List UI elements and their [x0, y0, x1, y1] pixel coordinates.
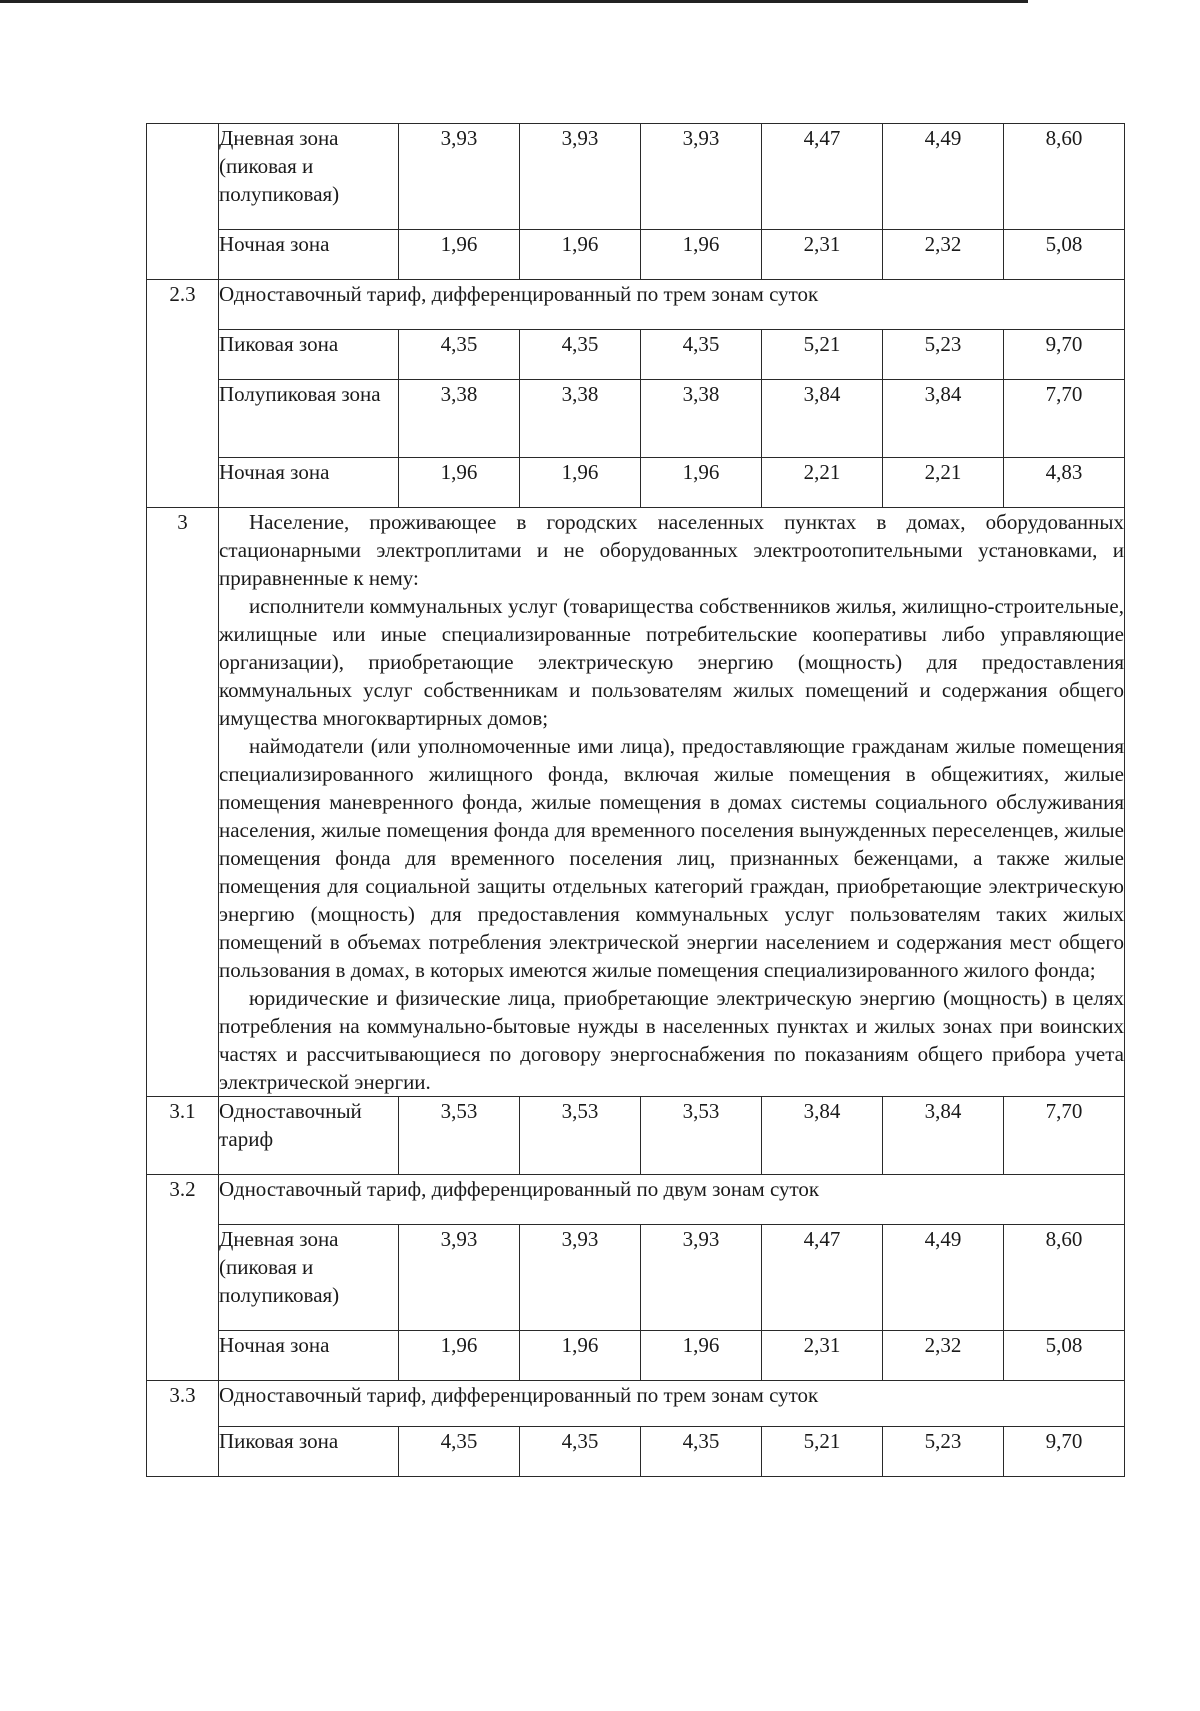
row-number: 3.2 — [147, 1175, 219, 1381]
tariff-value: 4,47 — [762, 1225, 883, 1331]
row-number: 3 — [147, 508, 219, 1097]
tariff-value: 3,84 — [762, 1097, 883, 1175]
table-row — [147, 1097, 1125, 1175]
tariff-value: 1,96 — [641, 458, 762, 508]
table-row — [147, 124, 1125, 230]
row-number: 2.3 — [147, 280, 219, 508]
top-rule — [0, 0, 1028, 3]
tariff-value: 7,70 — [1004, 1097, 1125, 1175]
tariff-value: 5,08 — [1004, 1331, 1125, 1381]
tariff-header: Одноставочный тариф, дифференцированный по двум зонам суток — [219, 1175, 1125, 1225]
tariff-value: 3,93 — [641, 124, 762, 230]
table-row — [147, 1175, 1125, 1225]
tariff-value: 1,96 — [641, 230, 762, 280]
table-row — [147, 1427, 1125, 1477]
table-row — [147, 1331, 1125, 1381]
tariff-value: 1,96 — [399, 230, 520, 280]
tariff-value: 3,93 — [520, 1225, 641, 1331]
tariff-value: 4,35 — [520, 1427, 641, 1477]
tariff-value: 2,31 — [762, 230, 883, 280]
tariff-value: 5,08 — [1004, 230, 1125, 280]
tariff-value: 5,23 — [883, 1427, 1004, 1477]
tariff-value: 3,84 — [762, 380, 883, 458]
tariff-value: 3,53 — [399, 1097, 520, 1175]
tariff-value: 1,96 — [399, 1331, 520, 1381]
zone-label: Ночная зона — [219, 1331, 399, 1381]
table-row — [147, 280, 1125, 330]
tariff-value: 2,21 — [762, 458, 883, 508]
paragraph: наймодатели (или уполномоченные ими лица), предоставляющие гражданам жилые помещения специализированного жилищного фонда, включая жилые помещения в общежитиях, жилые помещения маневренного фонда, жилые помещения в домах системы социального обслуживания населения, жилые помещения фонда для временного поселения вынужденных переселенцев, жилые помещения фонда для временного поселения лиц, признанных беженцами, а также жилые помещения для социальной защиты отдельных категорий граждан, приобретающие электрическую энергию (мощность) для предоставления коммунальных услуг пользователям таких жилых помещений в объемах потребления электрической энергии населением и содержания мест общего пользования в домах, в которых имеются жилые помещения специализированного жилого фонда; — [219, 734, 1124, 982]
tariff-value: 3,38 — [641, 380, 762, 458]
tariff-value: 4,35 — [520, 330, 641, 380]
tariff-value: 2,31 — [762, 1331, 883, 1381]
tariff-value: 7,70 — [1004, 380, 1125, 458]
paragraph: юридические и физические лица, приобретающие электрическую энергию (мощность) в целях потребления на коммунально-бытовые нужды в населенных пунктах и жилых зонах при воинских частях и рассчитывающиеся по договору энергоснабжения по показаниям общего прибора учета электрической энергии. — [219, 986, 1124, 1094]
tariff-value: 4,49 — [883, 1225, 1004, 1331]
consumer-description — [219, 508, 1125, 1097]
paragraph: Население, проживающее в городских населенных пунктах в домах, оборудованных стационарными электроплитами и не оборудованных электроотопительными установками, и приравненные к нему: — [219, 510, 1124, 590]
tariff-value: 4,35 — [641, 330, 762, 380]
paragraph: исполнители коммунальных услуг (товарищества собственников жилья, жилищно-строительные, жилищные или иные специализированные потребительские кооперативы либо управляющие организации), приобретающие электрическую энергию (мощность) для предоставления коммунальных услуг собственникам и пользователям жилых помещений и содержания общего имущества многоквартирных домов; — [219, 594, 1124, 730]
tariff-value: 1,96 — [520, 458, 641, 508]
tariff-value: 3,53 — [520, 1097, 641, 1175]
tariff-header: Одноставочный тариф, дифференцированный по трем зонам суток — [219, 280, 1125, 330]
zone-label: Ночная зона — [219, 458, 399, 508]
row-number: 3.3 — [147, 1381, 219, 1477]
table-row — [147, 1381, 1125, 1427]
tariff-value: 3,38 — [520, 380, 641, 458]
tariff-value: 4,35 — [399, 330, 520, 380]
tariff-value: 1,96 — [520, 1331, 641, 1381]
table-row — [147, 1225, 1125, 1331]
tariff-value: 4,83 — [1004, 458, 1125, 508]
zone-label: Одноставочный тариф — [219, 1097, 399, 1175]
table-row — [147, 230, 1125, 280]
row-number — [147, 124, 219, 280]
tariff-value: 8,60 — [1004, 124, 1125, 230]
zone-label: Пиковая зона — [219, 330, 399, 380]
tariff-value: 4,35 — [399, 1427, 520, 1477]
tariff-value: 5,21 — [762, 1427, 883, 1477]
tariff-value: 9,70 — [1004, 1427, 1125, 1477]
table-row — [147, 458, 1125, 508]
zone-label: Ночная зона — [219, 230, 399, 280]
tariff-value: 4,35 — [641, 1427, 762, 1477]
zone-label: Полупиковая зона — [219, 380, 399, 458]
table-row — [147, 330, 1125, 380]
tariff-table — [146, 123, 1125, 1477]
tariff-value: 3,93 — [399, 124, 520, 230]
tariff-value: 5,21 — [762, 330, 883, 380]
zone-label: Пиковая зона — [219, 1427, 399, 1477]
tariff-value: 8,60 — [1004, 1225, 1125, 1331]
zone-label: Дневная зона (пиковая и полупиковая) — [219, 124, 399, 230]
table-row — [147, 508, 1125, 1097]
tariff-value: 2,32 — [883, 1331, 1004, 1381]
tariff-value: 1,96 — [641, 1331, 762, 1381]
tariff-value: 5,23 — [883, 330, 1004, 380]
tariff-value: 3,38 — [399, 380, 520, 458]
tariff-value: 2,21 — [883, 458, 1004, 508]
tariff-value: 1,96 — [520, 230, 641, 280]
tariff-value: 3,84 — [883, 1097, 1004, 1175]
tariff-value: 3,53 — [641, 1097, 762, 1175]
row-number: 3.1 — [147, 1097, 219, 1175]
zone-label: Дневная зона (пиковая и полупиковая) — [219, 1225, 399, 1331]
table-row — [147, 380, 1125, 458]
tariff-value: 1,96 — [399, 458, 520, 508]
tariff-value: 9,70 — [1004, 330, 1125, 380]
tariff-value: 3,93 — [520, 124, 641, 230]
tariff-header: Одноставочный тариф, дифференцированный по трем зонам суток — [219, 1381, 1125, 1427]
tariff-value: 3,93 — [399, 1225, 520, 1331]
tariff-value: 2,32 — [883, 230, 1004, 280]
tariff-value: 3,93 — [641, 1225, 762, 1331]
tariff-value: 4,47 — [762, 124, 883, 230]
tariff-value: 4,49 — [883, 124, 1004, 230]
tariff-value: 3,84 — [883, 380, 1004, 458]
